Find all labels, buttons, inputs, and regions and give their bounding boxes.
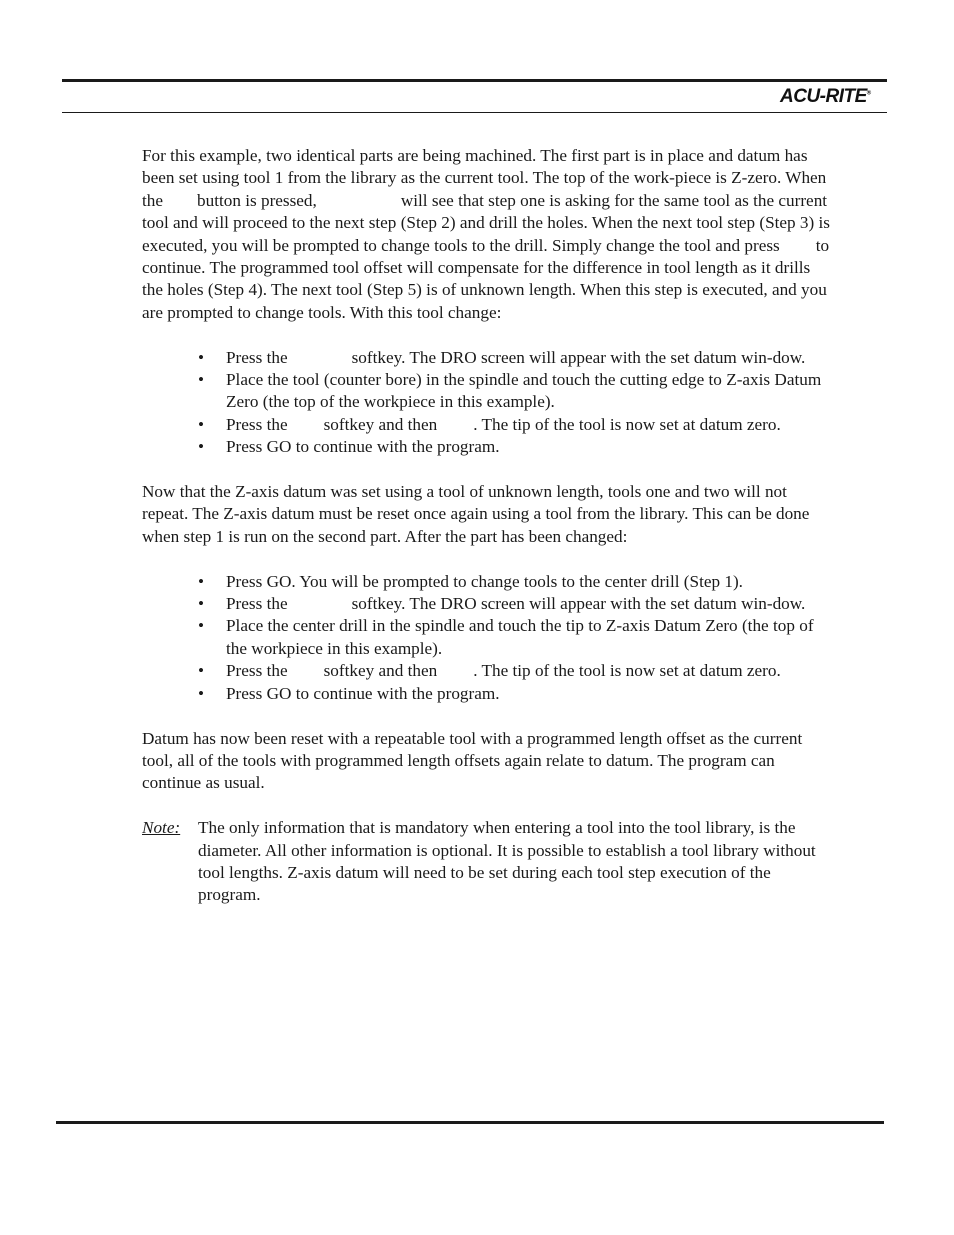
note-label: Note:: [142, 818, 181, 838]
footer-rule: [56, 1121, 884, 1124]
datum-reset-paragraph: Now that the Z-axis datum was set using a tool of unknown length, tools one and two will not repeat. The Z-axis datum must be reset once again using a tool from the library. This can be done when step 1 is run on the second part. After the part has been changed:: [142, 482, 810, 546]
second-part-steps: [142, 571, 832, 705]
intro-paragraph: For this example, two identical parts are being machined. The first part is in place and datum has been set using tool 1 from the library as the current tool. The top of the work-piece is Z-zero. When the button is pressed, will see that step one is asking for the same tool as the current tool and will proceed to the next step (Step 2) and drill the holes. When the next tool step (Step 3) is executed, you will be prompted to change tools to the drill. Simply change the tool and press to continue. The programmed tool offset will compensate for the difference in tool length as it drills the holes (Step 4). The next tool (Step 5) is of unknown length. When this step is executed, and you are prompted to change tools. With this tool change:: [142, 146, 830, 322]
list-item: • Press GO to continue with the program.: [226, 683, 832, 705]
list-item: • Press the softkey and then . The tip of the tool is now set at datum zero.: [226, 414, 832, 436]
tool-change-steps: [142, 347, 832, 459]
list-item: • Press the softkey. The DRO screen will appear with the set datum win-dow.: [226, 593, 832, 615]
summary-paragraph: Datum has now been reset with a repeatable tool with a programmed length offset as the current tool, all of the tools with programmed length offsets again relate to datum. The program can continue as usual.: [142, 728, 803, 793]
page-body: [142, 145, 832, 907]
list-item: • Press GO. You will be prompted to change tools to the center drill (Step 1).: [226, 571, 832, 593]
list-item: • Press the softkey. The DRO screen will appear with the set datum win-dow.: [226, 347, 832, 369]
note-text: The only information that is mandatory when entering a tool into the tool library, is the diameter. All other information is optional. It is possible to establish a tool library without tool lengths. Z-axis datum will need to be set during each tool step execution of the program.: [198, 818, 816, 905]
brand-logo: ACU-RITE®: [780, 86, 871, 107]
header-rule: [62, 79, 887, 82]
note-block: [142, 817, 832, 907]
list-item: • Press GO to continue with the program.: [226, 436, 832, 458]
list-item: • Press the softkey and then . The tip of the tool is now set at datum zero.: [226, 660, 832, 682]
list-item: • Place the center drill in the spindle and touch the tip to Z-axis Datum Zero (the top of the workpiece in this example).: [226, 615, 832, 660]
list-item: • Place the tool (counter bore) in the spindle and touch the cutting edge to Z-axis Datum Zero (the top of the workpiece in this example).: [226, 369, 832, 414]
header-underline: [62, 112, 887, 113]
